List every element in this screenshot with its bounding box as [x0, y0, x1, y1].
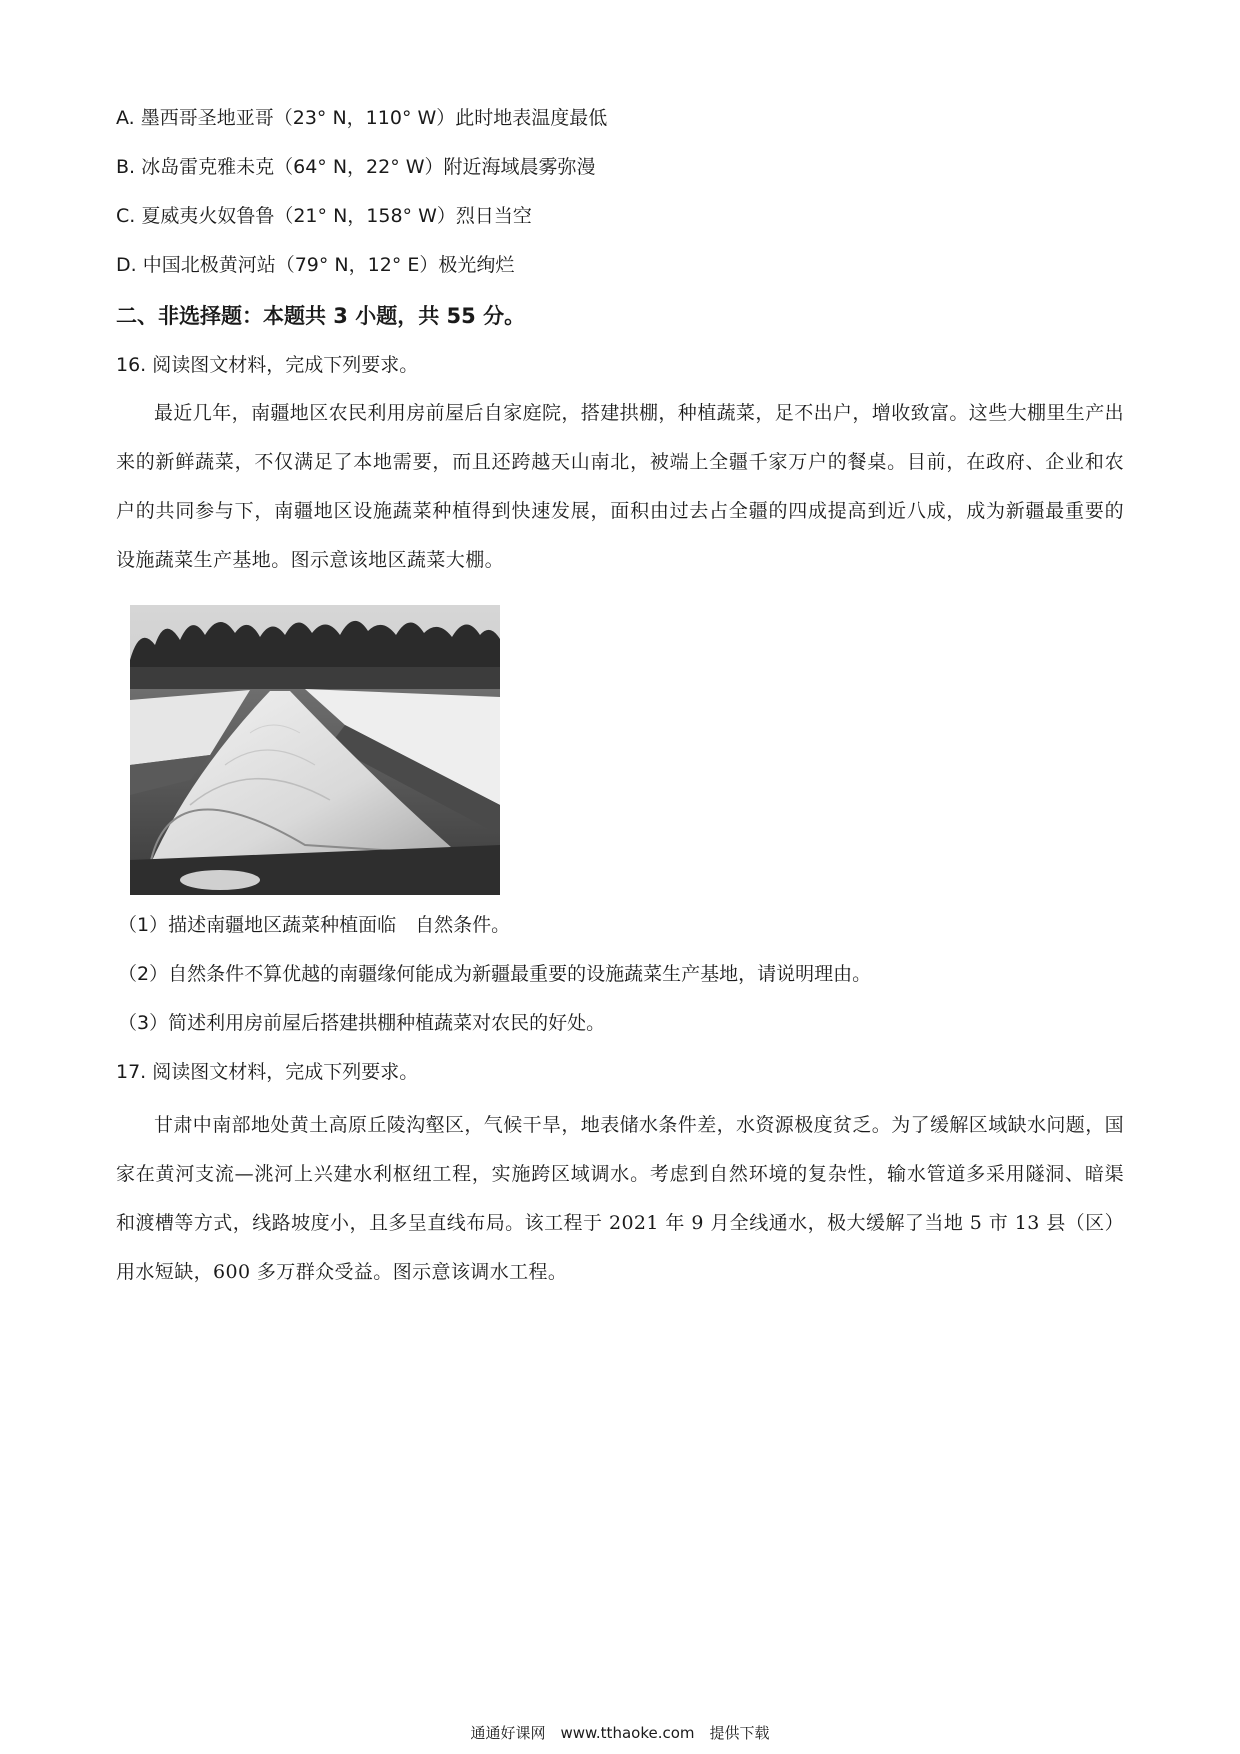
question-16-title: 16. 阅读图文材料，完成下列要求。 [116, 354, 419, 376]
question-17-passage: 甘肃中南部地处黄土高原丘陵沟壑区，气候干旱，地表储水条件差，水资源极度贫乏。为了缓解区域缺水问题，国家在黄河支流—洮河上兴建水利枢纽工程，实施跨区域调水。考虑到自然环境的复杂性，输水管道多采用隧洞、暗渠和渡槽等方式，线路坡度小，且多呈直线布局。该工程于 2021 年 9 月全线通水，极大缓解了当地 5 市 13 县（区）用水短缺，600 多万群众受益。图示意该调水工程。 [116, 1114, 1125, 1283]
greenhouse-photo [130, 605, 500, 895]
option-d: D. 中国北极黄河站（79° N，12° E）极光绚烂 [116, 254, 515, 276]
footer-credit: 通通好课网 www.tthaoke.com 提供下载 [470, 1724, 770, 1742]
question-16-sub-2: （2）自然条件不算优越的南疆缘何能成为新疆最重要的设施蔬菜生产基地，请说明理由。 [118, 963, 872, 985]
question-16-sub-1: （1）描述南疆地区蔬菜种植面临 自然条件。 [118, 914, 511, 936]
section-heading: 二、非选择题：本题共 3 小题，共 55 分。 [116, 304, 526, 328]
question-16-sub-3: （3）简述利用房前屋后搭建拱棚种植蔬菜对农民的好处。 [118, 1012, 606, 1034]
option-c: C. 夏威夷火奴鲁鲁（21° N，158° W）烈日当空 [116, 205, 532, 227]
option-a: A. 墨西哥圣地亚哥（23° N，110° W）此时地表温度最低 [116, 107, 608, 129]
option-b: B. 冰岛雷克雅未克（64° N，22° W）附近海域晨雾弥漫 [116, 156, 596, 178]
question-16-passage: 最近几年，南疆地区农民利用房前屋后自家庭院，搭建拱棚，种植蔬菜，足不出户，增收致富。这些大棚里生产出来的新鲜蔬菜，不仅满足了本地需要，而且还跨越天山南北，被端上全疆千家万户的餐桌。目前，在政府、企业和农户的共同参与下，南疆地区设施蔬菜种植得到快速发展，面积由过去占全疆的四成提高到近八成，成为新疆最重要的设施蔬菜生产基地。图示意该地区蔬菜大棚。 [116, 402, 1125, 571]
question-17-title: 17. 阅读图文材料，完成下列要求。 [116, 1061, 419, 1083]
